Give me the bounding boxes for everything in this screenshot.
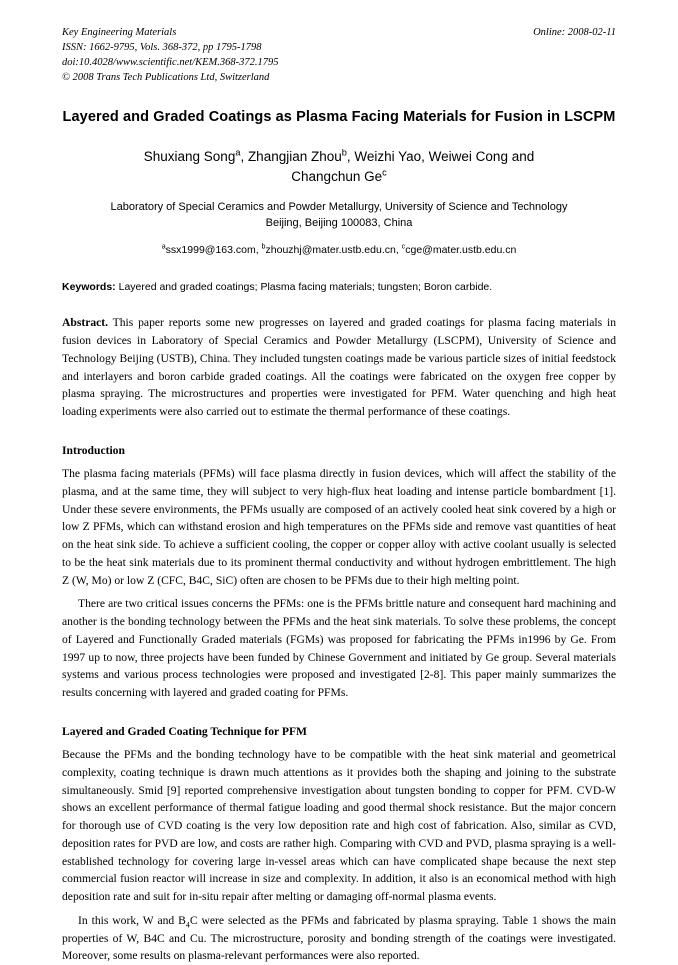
- affiliation-line-2: Beijing, Beijing 100083, China: [265, 217, 413, 230]
- keywords-text: Layered and graded coatings; Plasma facing materials; tungsten; Boron carbide.: [115, 280, 493, 293]
- author-zhangjian-zhou: , Zhangjian Zhou: [240, 149, 342, 165]
- email-b: zhouzhj@mater.ustb.edu.cn,: [265, 244, 402, 257]
- author-shuxiang-song: Shuxiang Song: [143, 149, 236, 165]
- affiliation-line-1: Laboratory of Special Ceramics and Powder Metallurgy, University of Science and Technology: [110, 201, 568, 214]
- keywords-line: [62, 280, 616, 295]
- doi-line: doi:10.4028/www.scientific.net/KEM.368-372.1795: [62, 56, 279, 68]
- author-list: [62, 147, 616, 186]
- introduction-paragraph-2: There are two critical issues concerns the PFMs: one is the PFMs brittle nature and consequent hard machining and another is the bonding technology between the PFMs and the heat sink materials. To solve these problems, the concept of Layered and Functionally Graded materials (FGMs) was proposed for fabricating the PFMs in1996 by Ge. From 1997 up to now, three projects have been funded by Chinese Government and initiated by Ge group. Several materials systems and various process technologies were proposed and investigated [2-8]. This paper mainly summarizes the results concerning with layered and graded coating for PFMs.: [62, 597, 616, 700]
- email-sup-a: a: [161, 242, 166, 251]
- email-c: cge@mater.ustb.edu.cn: [405, 244, 517, 257]
- technique-paragraph-1: Because the PFMs and the bonding technology have to be compatible with the heat sink material and geometrical complexity, coating technique is drawn much attentions as it provides both the shaping and joining to the substrate simultaneously. Smid [9] reported comprehensive investigation about tungsten bonding to copper for PFM. CVD-W shows an excellent performance of thermal fatigue loading and good thermal shock resistance. But the major concern for thorough use of CVD coating is the very low deposition rate and high cost of fabrication. Also, similar as CVD, deposition rates for PVD are low, and costs are rather high. Comparing with CVD and PVD, plasma spraying is a well-established technology for covering large in-vessel areas which can have complicated shape because the next step commercial fusion reactor will increase in size and complexity. In addition, it also is an economical method with high deposition rate and suit for in-situ repair after melting or damaging off-normal plasma events.: [62, 748, 616, 904]
- author-sup-a: a: [235, 147, 241, 158]
- author-emails: [62, 243, 616, 258]
- affiliation: [62, 200, 616, 232]
- author-others: , Weizhi Yao, Weiwei Cong and: [346, 149, 535, 165]
- technique-paragraph-2: [62, 912, 616, 965]
- author-changchun-ge-line: [62, 167, 616, 187]
- page-title: Layered and Graded Coatings as Plasma Facing Materials for Fusion in LSCPM: [62, 108, 616, 125]
- email-sup-c: c: [401, 242, 406, 251]
- email-a: ssx1999@163.com,: [165, 244, 262, 257]
- email-sup-b: b: [261, 242, 266, 251]
- keywords-label: Keywords:: [62, 280, 116, 293]
- abstract-label: Abstract.: [62, 316, 109, 330]
- section-heading-technique: Layered and Graded Coating Technique for PFM: [62, 724, 307, 738]
- author-sup-b: b: [341, 147, 347, 158]
- abstract-text: This paper reports some new progresses on layered and graded coatings for plasma facing materials in fusion devices in Laboratory of Special Ceramics and Powder Metallurgy (LSCPM), University of Science and Technology Beijing (USTB), China. They included tungsten coatings made be various particle sizes of initial feedstock and interlayers and boron carbide graded coatings. All the coatings were fabricated on the oxygen free copper by plasma spraying. The microstructures and properties were investigated for PFM. Water quenching and high heat loading experiments were also carried out to estimate the thermal performance of these coatings.: [62, 316, 616, 419]
- online-date: Online: 2008-02-11: [533, 27, 616, 38]
- copyright-line: © 2008 Trans Tech Publications Ltd, Switzerland: [62, 71, 270, 83]
- final-paragraph-subscript: 4: [185, 920, 190, 930]
- abstract-block: [62, 314, 616, 420]
- author-sup-c: c: [382, 167, 387, 178]
- header-journal-block: [62, 26, 279, 86]
- issn-line: ISSN: 1662-9795, Vols. 368-372, pp 1795-1798: [62, 41, 262, 53]
- author-changchun-ge: Changchun Ge: [291, 168, 383, 184]
- journal-name: Key Engineering Materials: [62, 27, 177, 38]
- final-paragraph-pre: In this work, W and B: [78, 913, 186, 927]
- final-paragraph-post: C were selected as the PFMs and fabricated by plasma spraying. Table 1 shows the main properties of W, B4C and Cu. The microstructure, porosity and bonding strength of the coatings were investigated. Moreover, some results on plasma-relevant performances were also reported.: [62, 913, 617, 963]
- introduction-paragraph-1: The plasma facing materials (PFMs) will face plasma directly in fusion devices, which will affect the stability of the plasma, and at the same time, they will subject to very high-flux heat loading and intense particle bombardment [1]. Under these severe environments, the PFMs usually are composed of an actively cooled heat sink covered by a high or low Z PFMs, which can withstand erosion and high temperatures on the PFMs side and remove vast quantities of heat on the heat sink side. To achieve a sufficient cooling, the copper or copper alloy with active coolant usually is selected to be the heat sink materials due to its prominent thermal conductivity and without hydrogen embrittlement. The high Z (W, Mo) or low Z (CFC, B4C, SiC) often are chosen to be PFMs due to their high melting point.: [62, 467, 616, 587]
- section-heading-introduction: Introduction: [62, 443, 125, 457]
- page-header: [62, 26, 616, 86]
